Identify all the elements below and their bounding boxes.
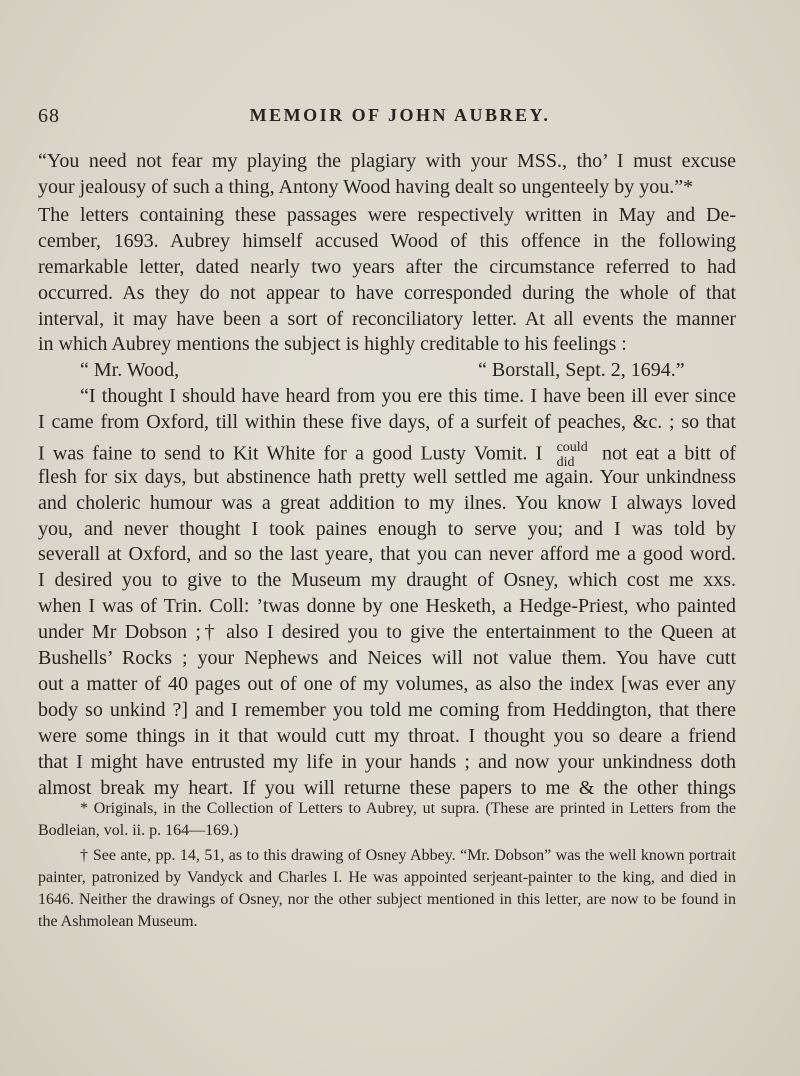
footnote-line: painter, patronized by Vandyck and Charles I. He was appointed serjeant-painter to the king, and died in	[38, 869, 736, 886]
footnote-line: 1646. Neither the drawings of Osney, nor the other subject mentioned in this letter, are now to be found in	[38, 891, 736, 908]
running-title: MEMOIR OF JOHN AUBREY.	[249, 105, 551, 125]
letter-dateline: “ Borstall, Sept. 2, 1694.”	[478, 359, 685, 381]
footnote-line: † See ante, pp. 14, 51, as to this drawing of Osney Abbey. “Mr. Dobson” was the well known portrait	[80, 847, 736, 864]
page-number: 68	[38, 105, 60, 127]
text-segment: not eat a bitt of	[601, 442, 737, 465]
text-line: were some things in it that would cutt my throat. I thought you so deare a friend	[38, 725, 736, 747]
text-line: severall at Oxford, and so the last yeare, that you can never afford me a good word.	[38, 543, 736, 565]
text-line: Bushells’ Rocks ; your Nephews and Neices will not value them. You have cutt	[38, 647, 736, 669]
text-line: and choleric humour was a great addition to my ilnes. You know I always loved	[38, 492, 736, 514]
text-line: I came from Oxford, till within these five days, of a surfeit of peaches, &c. ; so that	[38, 411, 736, 433]
text-line: your jealousy of such a thing, Antony Wood having dealt so ungenteely by you.”*	[38, 176, 694, 198]
text-segment: I was faine to send to Kit White for a good Lusty Vomit. I	[38, 442, 543, 465]
text-line: The letters containing these passages were respectively written in May and De-	[38, 204, 736, 226]
text-line: I desired you to give to the Museum my draught of Osney, which cost me xxs.	[38, 569, 736, 591]
text-line: under Mr Dobson ;† also I desired you to give the entertainment to the Queen at	[38, 621, 736, 643]
text-line: body so unkind ?] and I remember you told me coming from Heddington, that there	[38, 699, 736, 721]
footnote-line: * Originals, in the Collection of Letters to Aubrey, ut supra. (These are printed in Letters from the	[80, 800, 736, 817]
text-line: when I was of Trin. Coll: ’twas donne by one Hesketh, a Hedge-Priest, who painted	[38, 595, 736, 617]
footnote-line: the Ashmolean Museum.	[38, 913, 198, 930]
text-line: “I thought I should have heard from you ere this time. I have been ill ever since	[80, 385, 736, 407]
text-line: “You need not fear my playing the plagiary with your MSS., tho’ I must excuse	[38, 150, 736, 172]
text-line: cember, 1693. Aubrey himself accused Wood of this offence in the following	[38, 230, 736, 252]
text-line: almost break my heart. If you will returne these papers to me & the other things	[38, 777, 736, 799]
letter-salutation: “ Mr. Wood,	[80, 359, 180, 381]
footnote-line: Bodleian, vol. ii. p. 164—169.)	[38, 822, 239, 839]
text-line: flesh for six days, but abstinence hath pretty well settled me again. Your unkindness	[38, 466, 736, 488]
variant-lower: did	[556, 455, 575, 470]
text-line: you, and never thought I took paines enough to serve you; and I was told by	[38, 518, 736, 540]
text-line: out a matter of 40 pages out of one of my volumes, as also the index [was ever any	[38, 673, 736, 695]
text-line: remarkable letter, dated nearly two years after the circumstance referred to had	[38, 256, 736, 278]
variant-upper: could	[556, 440, 588, 455]
text-line: occurred. As they do not appear to have corresponded during the whole of that	[38, 282, 736, 304]
text-line: that I might have entrusted my life in your hands ; and now your unkindness doth	[38, 751, 736, 773]
text-line: interval, it may have been a sort of reconciliatory letter. At all events the manner	[38, 308, 736, 330]
text-line: in which Aubrey mentions the subject is highly creditable to his feelings :	[38, 333, 627, 355]
